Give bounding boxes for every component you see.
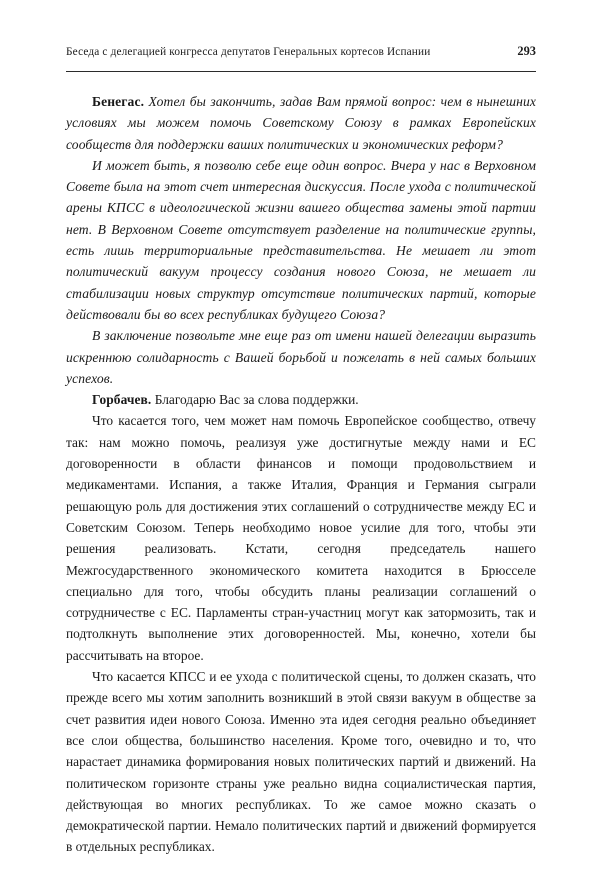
- page-number: 293: [517, 44, 536, 58]
- paragraph-gorbachev-ec-cooperation: Что касается того, чем может нам помочь Европейское сообщество, отвечу так: нам можно помочь, реализуя уже достигнутые между нами и ЕС договоренности в области финансов и помощи продовольствием и медикаментами. Испания, а также Италия, Франция и Германия сыграли решающую роль для достижения этих соглашений о сотрудничестве между ЕС и Советским Союзом. Теперь необходимо новое усилие для того, чтобы эти решения реализовать. Кстати, сегодня председатель нашего Межгосударственного экономического комитета находится в Брюсселе специально для того, чтобы обсудить планы реализации соглашений о сотрудничестве с ЕС. Парламенты стран-участниц могут как затормозить, так и подтолкнуть выполнение этих договоренностей. Мы, конечно, хотели бы рассчитывать на второе.: [66, 413, 536, 663]
- paragraph-gorbachev-thanks: [66, 389, 536, 410]
- speaker-label-gorbachev: Горбачев.: [92, 392, 152, 408]
- running-head-title: Беседа с делегацией конгресса депутатов Генеральных кортесов Испании: [66, 46, 431, 58]
- paragraph-benegas-question-1: [66, 91, 536, 155]
- header-rule-divider: [66, 71, 536, 72]
- paragraph-gorbachev-cpsu-parties: Что касается КПСС и ее ухода с политической сцены, то должен сказать, что прежде всего мы хотим заполнить возникший в этой связи вакуум в обществе за счет развития идеи нового Союза. Именно эта идея сегодня реально объединяет все слои общества, большинство населения. Кроме того, очевидно и то, что нарастает динамика формирования новых политических партий и движений. На политическом горизонте страны уже реально видна социалистическая партия, действующая во многих республиках. То же самое можно сказать о демократической партии. Немало политических партий и движений формируется в отдельных республиках.: [66, 669, 536, 855]
- running-head: [66, 44, 536, 59]
- paragraph-text: Хотел бы закончить, задав Вам прямой вопрос: чем в нынешних условиях мы можем помочь Советскому Союзу в рамках Европейских сообществ для поддержки ваших политических и экономических реформ?: [66, 94, 537, 152]
- body-text-block: [66, 91, 536, 858]
- speaker-label-benegas: Бенегас.: [92, 94, 145, 109]
- paragraph-benegas-closing: В заключение позвольте мне еще раз от имени нашей делегации выразить искреннюю солидарность с Вашей борьбой и пожелать в ней самых больших успехов.: [66, 328, 536, 386]
- paragraph-benegas-question-2: И может быть, я позволю себе еще один вопрос. Вчера у нас в Верховном Совете была на этот счет интересная дискуссия. После ухода с политической арены КПСС в идеологической жизни вашего общества замены этой партии нет. В Верховном Совете отсутствует разделение на политические группы, есть лишь территориальные представительства. Не мешает ли этот политический вакуум процессу создания нового Союза, не мешает ли стабилизации новых структур отсутствие политических партий, которые действовали бы во всех республиках будущего Союза?: [66, 157, 536, 322]
- paragraph-text: Благодарю Вас за слова поддержки.: [154, 392, 359, 408]
